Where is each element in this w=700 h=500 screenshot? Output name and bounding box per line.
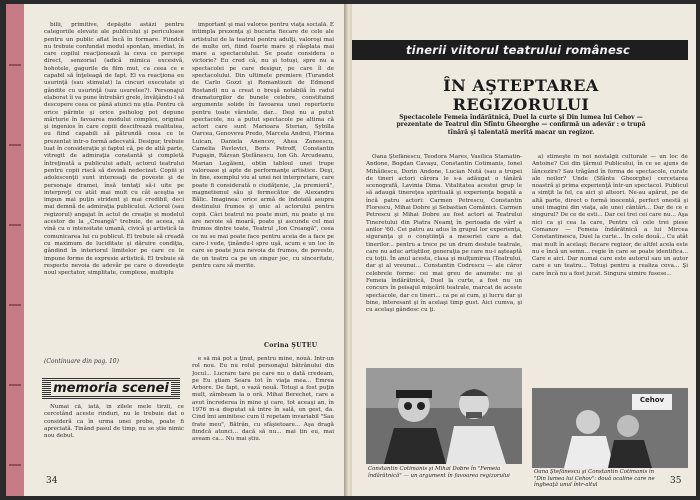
- photo-illustration: [366, 368, 522, 464]
- right-page: [352, 4, 696, 496]
- magazine-spread: [6, 4, 696, 496]
- left-column-2: [192, 22, 334, 340]
- memoria-column-2: [192, 356, 334, 456]
- right-column-1: [366, 154, 522, 364]
- article-lead: Spectacolele Femeia îndărătnică, Duel la curte şi Din lumea lui Cehov — prezentate de Teatrul din Sfîntu Gheorghe — confirmă un adevăr : o trupă tînără şi talentată merită macar un regizor.: [396, 114, 646, 136]
- series-banner: tinerii viitorul teatrului românesc: [352, 40, 688, 60]
- article-title: ÎN AŞTEPTAREA REGIZORULUI: [443, 76, 599, 114]
- section-heading-text: memoria scenei: [53, 381, 169, 396]
- book-binding: [6, 4, 24, 496]
- memoria-column-2-text: e să mă pot a ţinut, pentru mine, nouă. Intr-un rol nou. Eu nu rolul personajul bătrânului din Jocul... Lucrare tare pe care nu o dată credeam, pe Eu ştiam Seara tot în viaţa mea... Emrea Arbore. De fapt, o vază nouă. Totuşi a fost puţin mult, zâmbeam la o oră. Mihai Berechet, care a avut încrederea în mine şi care, tot aceaşi an, în 1976 m-a disputat să intre în sală, un gest, da. Cind îmi aminitesc cum îl repetam invariabil "Sau frate meu", Bătrân, cu sfâşietoare... Aşa dragă fiindcă atunci... dacă să nu... mai țin eu, mai aveam ca... Nu mai știu.: [192, 356, 334, 443]
- memoria-column-1: [44, 404, 184, 454]
- continued-note: (Continuare din pag. 10): [44, 358, 119, 365]
- article-signature: Corina ŞUTEU: [264, 342, 318, 349]
- photo-left-caption: Constantin Cotimanis şi Mihai Dobre în "Femeia îndărătnică" — un argument în favoarea regizorului: [368, 466, 510, 479]
- right-column-2: [532, 154, 688, 384]
- memoria-column-1-text: Numai că, iată, în zilele mele tirzii, ce cercetând aceste rinduri, nu le trebuie dat o consideră ca în urma unei probe, poate fi apreciată. Tinând pasul de timp, nu se știe nimic nou debut.: [44, 404, 184, 440]
- right-column-1-text: Oana Ştefănescu, Teodora Mares, Vasilica Stamatin-Andone, Bogdan Cavaşu, Constantin Cotimanis, Ionel Mihăilescu, Dorin Andone, Lucian Nută (sau a trupei de tineri actori cărora le s-a adăugat o tânără scenografă, Lavinia Dima. Vitalitatea acestui grup le să adaugă tinereţea spirituală şi experienţa bogată a încă patru actori: Carmen Petrescu, Constantin Florescu, Mihai Dobre şi Sebastian Comănici. Carmen Petrescu şi Mihai Dobre au fost actori ai Teatrului Tineretului din Piatra Neamţ în perioada de vârf a anilor '60. Cei patru au adus în grupul lor experienţa, siguranţa şi o conştiinţă a meseriei care a dat tinerilor... pentru a trece pe un drum destule teatrale, care nu aduc artiştilor, generaţia pe care nu-i aşteaptă cu toţii. În anul acesta, clasa şi mulţumirea (Teatrului, dar şi al vreunui... Constantin Codrescu — ale căror celebrele forme: cei mai greu de anumite: nu şi Femeia îndărătnică, Duel la curte, a fost nu un concurs în peisajul mişcării teatrale, marcat de aceste spectacole, dar cu tineri... ca pe ai cum, şi lucru dar şi bine, interesant şi în acelaşi timp gust. Aici cumva, şi cu acelaşi gândesc cu ţi.: [366, 154, 522, 314]
- page-number-left: 34: [46, 476, 58, 486]
- left-column-1-text: bilii, primitive, depăşite astăzi pentru categoriile elevate ale publicului şi periculoase pentru un public aflat încă în formare. Fiindcă nu trebuie confundat modul spontan, imediat, în care copilul reacţionează la ceva ce percepe direct, senzorial (adică mimica excesivă, hohotele, gagurile de film mut, ca ceea ce e capabil să înţeleagă de fapt. El va reacţiona eu usurinţă (sau stimulat) la cincuri executate şi gândite cu usurinţă (sau usurelee?). Personajul elaborat îi va pune întrebări grele, învăţându-l să descopere ceea ce până atunci nu ştia. Pentru că orice părinte şi orice psiholog pot depune mărturie în favoarea modului complex, original şi ingenios în care copiii descifrează realitatea, eu fiind capabili să pătrundă ceea ce le prezentat intr-o formă adecvată. Desigur, trebuie luat în consideraţie şi faptul că, pe de altă parte, vitregit de admiraţia constantă şi completă întreţinută a publicului adult, actorul teatrului pentru copii riscă să devină nedecizat. Copiii şi adolescenţii sunt interesaţi de poveste şi de personaje dramei, însă tentaţi să-i uite pe interpreţi cu atât mai mult cu cât aceştia se impun mai puţin strident şi mai credibil, deci mai demnă de admiraţia publicului. Actorul (sau regizorul) angajat în actul de creaţie și modelul acestor de la „Creangă" trebuie, de aceea, să vină cu o intensitate umană, civică şi artistică la comunicarea lui cu publicul. El trebuie să creadă cu maximum de luciditate şi dăruire condiţia, gândind în interiorul limitelor pe care ce le impune forme de expresie artistică. El trebuie să respecte nevoia de adevăr pe care o dovedeşte noul spectator, simplitate, complexe, multiplu: [44, 22, 184, 277]
- photo-sign-label: Cehov: [639, 396, 665, 404]
- left-column-2-text: important şi mai valoros pentru viaţa socială. E intimpla prezenţa şi bucuria fiecare de cele ale artistului de la teatrul pentru adulţi, valoroşi mai de multe ori, fiind foarte mare şi răsplata mai mare a spectacolului. Se poate considera o victorie? Eu cred că, nu și totuși, spre nu a spectacolei pe care desigur, pe care îl de spectacolului. Din ultimele premiere (Turandot de Carlo Gozzi şi Romantiozii de Edmond Rostand) nu a creat o breşă notabilă în radul dramaturgilor de bunele celebre, constituind argumente solide în favoarea unei repertoriu pentru toate vârstele, dar... Deşi nu a putut spectacole, nu a putut spectacole pe altima că actori care sunt Marioara Sterian, Sybilla Oarcea, Genoveva Predo, Marcela Andrei, Florina Luican, Daniela Anencov, Ahea Zaneescu, Camelia Pavlovici, Boris Petroff, Constantin Fugaşin, Răzvan Ştefănescu, Ion Gh. Arcudeanu, Marian Legăieni, obtin tabloul unei trupe valoroase şi apte de performanţe artistice. Deşi, în fine, exemplul viu al unei noi interpretare, care poate fi considerată o ciudăţenie, „la premieră", magnetismul său şi fermecător de Alexandru Bălic. Imaginea: orice armă de îndoială asupra destinului frumos şi unic al actorului pentru copii. Câci teatrul nu poate muri, nu poate şi nu are nevoie să moară, poate şi ascunde cel mai frumos dintre toate, Teatrul „Ion Creangă", ceea ce nu se mai poate face pentru aceia de a face pe care-l vede, ţinându-l spre uşă, acum e un loc în care se poate juca nevoia de frumos, de poveste, de un teatru ca pe un singur joc, cu sinceritate, pentru care să merite.: [192, 22, 334, 269]
- page-number-right: 35: [670, 476, 682, 486]
- section-heading-memoria-scenei: [42, 378, 180, 400]
- left-page: [24, 4, 346, 496]
- photo-actors-din-lumea-lui-cehov: [532, 388, 688, 468]
- left-column-1: [44, 22, 184, 342]
- photo-actors-femeia-indaratnica: [366, 368, 522, 464]
- photo-right-caption: Oana Ştefănescu şi Constantin Cotimanis în "Din lumea lui Cehov": două ocaline care ne îngheaţă unul într-altul: [534, 469, 655, 489]
- right-column-2-text: a) stimeşte în noi nostalgii culturale — un loc de Antoine? Cei din ţărmul Publicului, în ce se ajuns de lâncezire? Sau trăgând în forma de spectacole, curate ale noilor? Unde (Sfântu Gheorghe) cercetarea noastră şi prima experienţă într-un spectacol. Publicul a simţit la fel, ca aici şi alteori. Ne-au apărut, pe de altă parte, direct o formă inocentă, perfect onestă şi unei imagini din viaţa, ale unei cântări... Dar de ce e singurul? De ce de esti... Dar cei trei cei care nu... Aşa nici ca şi cea la care, Pentru că cele trei piese Comanov — Femeia îndărătnică a lui Mircea Constantinescu, Duel la curte... În cele două... Cu atât mai mult în acelaşi; fiecare regizor, de altfel acela este nu e încă un semn... regie în care se poate identifica... Care e aici. Dar numai care este autorul sau un autor care e un teatru... Totuşi pentru a realiza ceva... Şi care încă nu a fost jucat. Singura uimire fusese...: [532, 154, 688, 277]
